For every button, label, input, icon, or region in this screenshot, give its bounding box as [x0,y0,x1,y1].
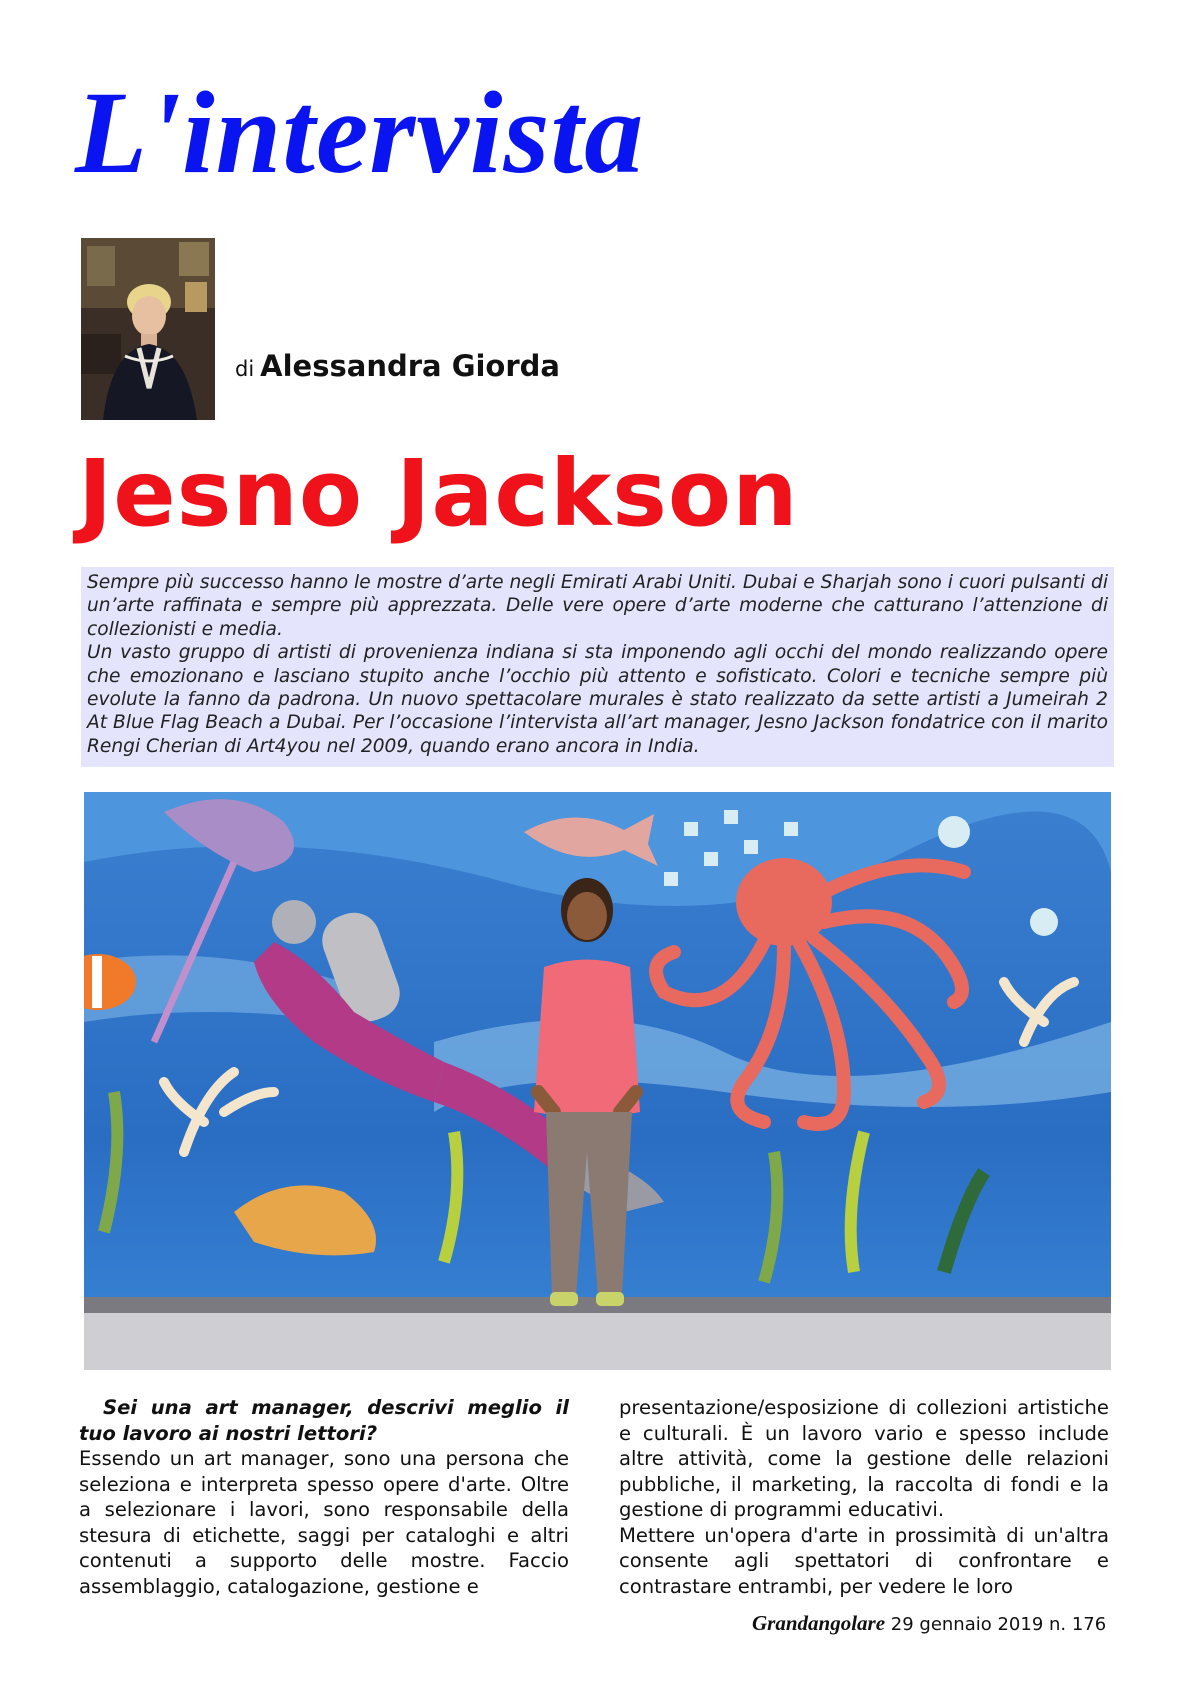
intro-paragraph-2: Un vasto gruppo di artisti di provenienza indiana si sta imponendo agli occhi del mondo realizzando opere che emozionano e lasciano stupito anche l’occhio più attento e sofisticato. Colori e tecniche sempre più evolute la fanno da padrona. Un nuovo spettacolare murales è stato realizzato da sette artisti a Jumeirah 2 At Blue Flag Beach a Dubai. Per l’occasione l’intervista all’art manager, Jesno Jackson fondatrice con il marito Rengi Cherian di Art4you nel 2009, quando erano ancora in India. [87,642,1108,757]
intro-box [81,567,1114,767]
interview-answer-part-1: Essendo un art manager, sono una persona che seleziona e interpreta spesso opere d'arte. Oltre a selezionare i lavori, sono responsabile della stesura di etichette, saggi per cataloghi e altri contenuti a supporto delle mostre. Faccio assemblaggio, catalogazione, gestione e [79,1447,569,1598]
section-title: L'intervista [75,67,645,198]
page-footer [752,1611,1106,1636]
interview-answer-part-2: presentazione/esposizione di collezioni artistiche e culturali. È un lavoro vario e spesso include altre attività, come la gestione delle relazioni pubbliche, il marketing, la raccolta di fondi e la gestione di programmi educativi. [619,1396,1109,1521]
magazine-name: Grandangolare [752,1611,886,1635]
article-column-right [619,1395,1109,1599]
author-name: Alessandra Giorda [260,349,560,383]
byline [235,349,560,383]
interview-question: Sei una art manager, descrivi meglio il tuo lavoro ai nostri lettori? [79,1396,569,1445]
author-photo [81,238,215,420]
byline-prefix: di [235,357,255,381]
mural-photo [84,792,1111,1370]
article-column-left [79,1395,569,1599]
intro-paragraph-1: Sempre più successo hanno le mostre d’arte negli Emirati Arabi Uniti. Dubai e Sharjah sono i cuori pulsanti di un’arte raffinata e sempre più apprezzata. Delle vere opere d’arte moderne che catturano l’attenzione di collezionisti e media. [87,572,1108,640]
author-portrait-image [81,238,215,420]
headline: Jesno Jackson [78,440,799,547]
mural-photo-image [84,792,1111,1370]
issue-info: 29 gennaio 2019 n. 176 [890,1614,1107,1635]
interview-answer-part-3: Mettere un'opera d'arte in prossimità di un'altra consente agli spettatori di confrontare e contrastare entrambi, per vedere le loro [619,1523,1109,1598]
